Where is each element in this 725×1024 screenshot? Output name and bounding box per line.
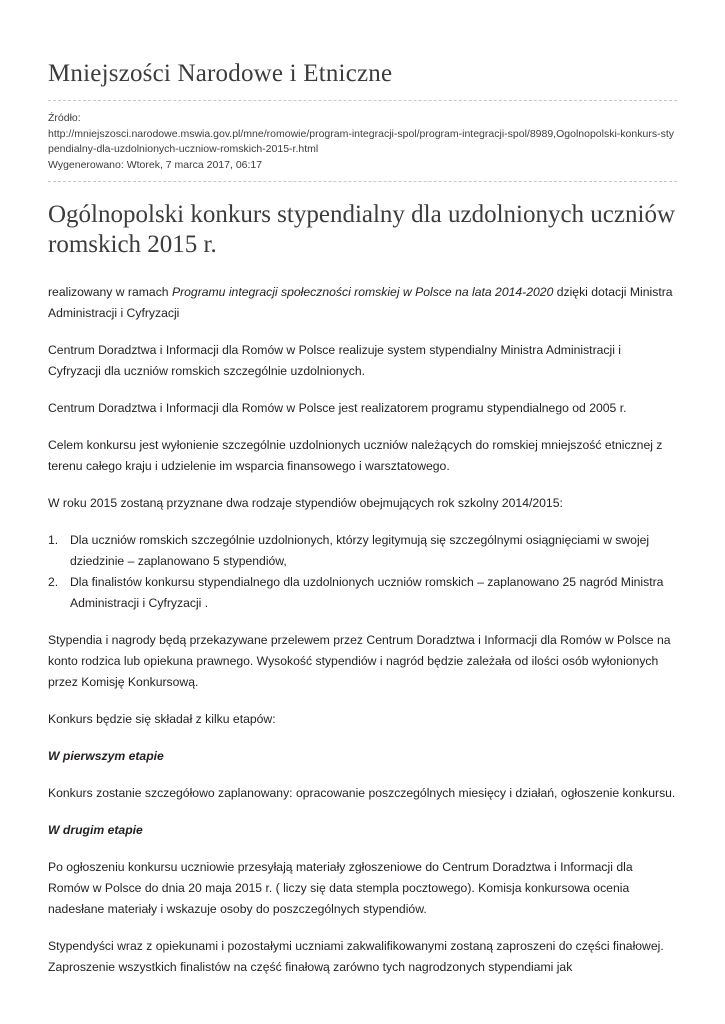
stage-two-heading: W drugim etapie	[48, 823, 143, 837]
list-item-label: Dla finalistów konkursu stypendialnego dla uzdolnionych uczniów romskich – zaplanowano 25 nagród Ministra Administracji i Cyfryzacji .	[70, 575, 664, 610]
source-meta	[48, 111, 677, 173]
intro-paragraph	[48, 282, 677, 324]
source-label: Źródło:	[48, 112, 81, 124]
intro-emphasis: Programu integracji społeczności romskiej w Polsce na lata 2014-2020	[171, 285, 554, 299]
list-item	[48, 530, 677, 572]
paragraph: Celem konkursu jest wyłonienie szczególnie uzdolnionych uczniów należących do romskiej mniejszość etnicznej z terenu całego kraju i udzielenie im wsparcia finansowego i warsztatowego.	[48, 438, 663, 473]
paragraph: Centrum Doradztwa i Informacji dla Romów w Polsce realizuje system stypendialny Ministra Administracji i Cyfryzacji dla uczniów romskich szczególnie uzdolnionych.	[48, 343, 622, 378]
list-item-label: Dla uczniów romskich szczególnie uzdolnionych, którzy legitymują się szczególnymi osiągnięciami w swojej dziedzinie – zaplanowano 5 stypendiów,	[70, 533, 650, 568]
divider-bottom	[48, 181, 677, 182]
site-title: Mniejszości Narodowe i Etniczne	[48, 60, 393, 87]
list-item-number: 1.	[48, 533, 59, 547]
paragraph: W roku 2015 zostaną przyznane dwa rodzaje stypendiów obejmujących rok szkolny 2014/2015:	[48, 496, 563, 510]
page-title: Ogólnopolski konkurs stypendialny dla uzdolnionych uczniów romskich 2015 r.	[48, 201, 676, 258]
paragraph: Stypendia i nagrody będą przekazywane przelewem przez Centrum Doradztwa i Informacji dla Romów w Polsce na konto rodzica lub opiekuna prawnego. Wysokość stypendiów i nagród będzie zależała od ilości osób wyłonionych przez Komisję Konkursową.	[48, 633, 671, 689]
stage-one-heading: W pierwszym etapie	[48, 749, 164, 763]
generated-timestamp: Wygenerowano: Wtorek, 7 marca 2017, 06:17	[48, 158, 263, 171]
paragraph: Konkurs będzie się składał z kilku etapów:	[48, 712, 276, 726]
intro-after: dzięki dotacji Ministra Administracji i Cyfryzacji	[48, 285, 673, 320]
divider-top	[48, 100, 677, 101]
paragraph: Po ogłoszeniu konkursu uczniowie przesyłają materiały zgłoszeniowe do Centrum Doradztwa i Informacji dla Romów w Polsce do dnia 20 maja 2015 r. ( liczy się data stempla pocztowego). Komisja konkursowa ocenia nadesłane materiały i wskazuje osoby do poszczególnych stypendiów.	[48, 860, 633, 916]
list-item	[48, 572, 677, 614]
paragraph: Centrum Doradztwa i Informacji dla Romów w Polsce jest realizatorem programu stypendialnego od 2005 r.	[48, 401, 627, 415]
list-item-number: 2.	[48, 575, 59, 589]
paragraph: Stypendyści wraz z opiekunami i pozostałymi uczniami zakwalifikowanymi zostaną zaproszeni do części finałowej. Zaproszenie wszystkich finalistów na część finałową zarówno tych nagrodzonych stypendiami jak	[48, 939, 664, 974]
source-url: http://mniejszosci.narodowe.mswia.gov.pl/mne/romowie/program-integracji-spol/program-integracji-spol/8989,Ogolnopolski-konkurs-stypendialny-dla-uzdolnionych-uczniow-romskich-2015-r.html	[48, 127, 674, 155]
intro-before: realizowany w ramach	[48, 285, 172, 299]
paragraph: Konkurs zostanie szczegółowo zaplanowany: opracowanie poszczególnych miesięcy i działań, ogłoszenie konkursu.	[48, 786, 676, 800]
stipend-types-list	[48, 530, 677, 614]
